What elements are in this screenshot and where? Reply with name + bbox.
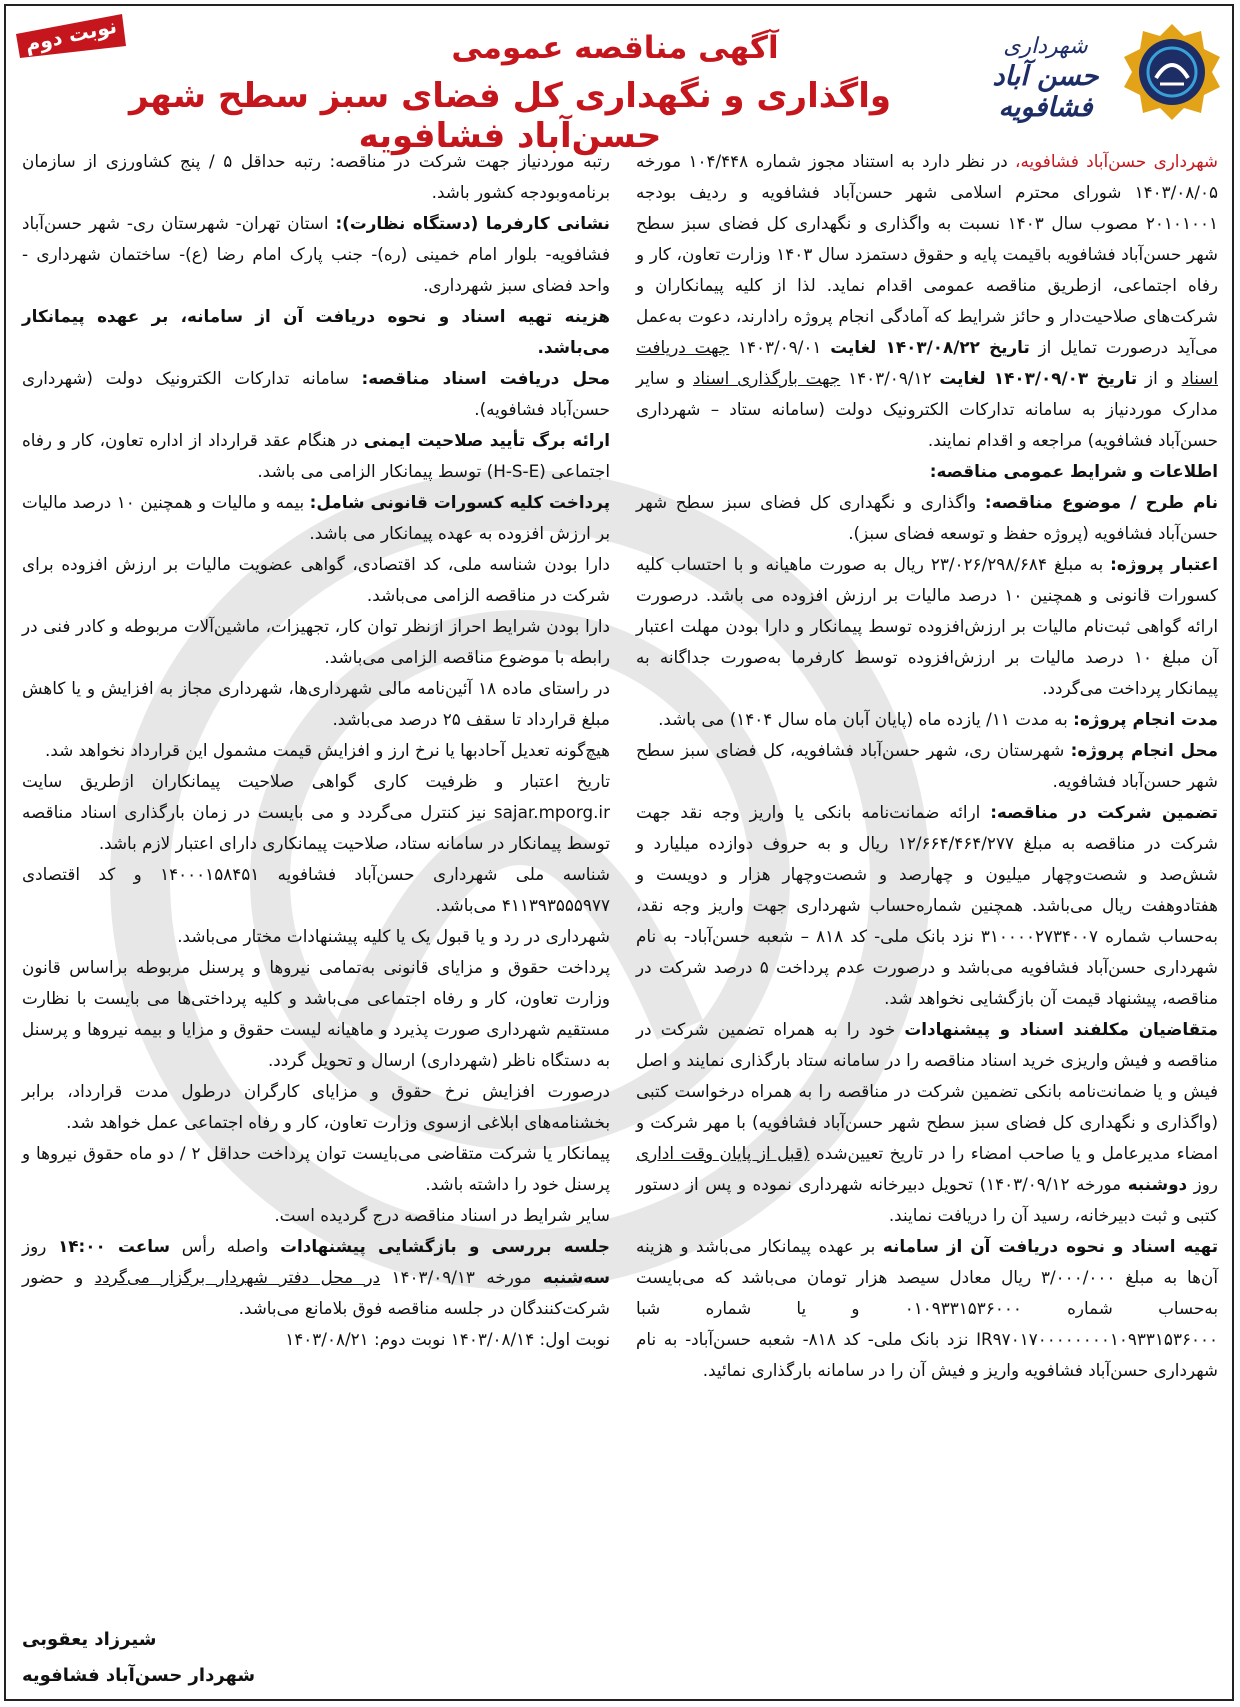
signature-block: [22, 1622, 322, 1694]
left-column: [22, 146, 610, 1355]
title-line-1: آگهی مناقصه عمومی: [451, 30, 779, 66]
org-name: شهرداری حسن‌آباد فشافویه،: [1015, 151, 1218, 171]
reject-item: شهرداری در رد و یا قبول یک یا کلیه پیشنهادات مختار می‌باشد.: [177, 926, 610, 946]
session-text-b: روز: [22, 1236, 59, 1256]
place-label: محل دریافت اسناد مناقصه:: [361, 368, 610, 388]
session-text-a: واصله رأس: [170, 1236, 281, 1256]
salary-item: پرداخت حقوق و مزایای قانونی به‌تمامی نیروها و پرسنل مربوطه براساس قانون وزارت تعاون، کار و رفاه اجتماعی می‌باشد و کلیه پرداختی‌ها می بایست با نظارت مستقیم شهرداری صورت پذیرد و ماهیانه لیست حقوق و مزایا و بیمه نیروها و پرسنل به دستگاه ناظر (شهرداری) ارسال و تحویل گردد.: [22, 957, 610, 1070]
applicants-day: دوشنبه: [1127, 1174, 1188, 1194]
hse-label: ارائه برگ تأیید صلاحیت ایمنی: [363, 430, 610, 450]
intro-text-a: در نظر دارد به استناد مجوز شماره ۱۰۴/۴۴۸ مورخه ۱۴۰۳/۰۸/۰۵ شورای محترم اسلامی شهر حسن‌آباد فشافویه و ردیف بودجه ۲۰۱۰۱۰۰۱ مصوب سال ۱۴۰۳ نسبت به واگذاری و نگهداری کل فضای سبز سطح شهر حسن‌آباد فشافویه باقیمت پایه و حقوق دستمزد سال ۱۴۰۳ وزارت تعاون، کار و رفاه اجتماعی، ازطریق مناقصه عمومی اقدام نماید. لذا از کلیه پیمانکاران و شرکت‌های صلاحیت‌دار و حائز شرایط که آمادگی انجام پروژه رادارند، دعوت به‌عمل می‌آید درصورت تمایل از: [636, 151, 1218, 357]
employer-text: استان تهران- شهرستان ری- شهر حسن‌آباد فشافویه- بلوار امام خمینی (ره)- جنب پارک امام رضا (ع)- ساختمان شهرداری - واحد فضای سبز شهرداری.: [22, 213, 610, 295]
subject-text: واگذاری و نگهداری کل فضای سبز سطح شهر حسن‌آباد فشافویه (پروژه حفظ و توسعه فضای سبز).: [636, 492, 1218, 543]
employer-item: [22, 208, 610, 301]
section-heading: اطلاعات و شرایط عمومی مناقصه:: [929, 461, 1218, 481]
guarantee-item: [636, 797, 1218, 1014]
intro-text-d: ۱۴۰۳/۰۹/۱۲: [840, 368, 940, 388]
right-column: [636, 146, 1218, 1386]
date-range-2: تاریخ ۱۴۰۳/۰۹/۰۳ لغایت: [939, 368, 1138, 388]
emblem-icon: [1122, 22, 1222, 122]
budget-label: اعتبار پروژه:: [1110, 554, 1219, 574]
applicants-item: [636, 1014, 1218, 1231]
sajar-text-a: تاریخ اعتبار و ظرفیت کاری گواهی صلاحیت پیمانکاران ازطریق سایت: [22, 771, 610, 791]
signatory-title: شهردار حسن‌آباد فشافویه: [22, 1665, 256, 1686]
docs-item: [636, 1231, 1218, 1386]
applicants-text-c: مورخه ۱۴۰۳/۰۹/۱۲) تحویل دبیرخانه شهرداری نموده و پس از دستور کتبی و ثبت دبیرخانه، رسید آن را دریافت نمایند.: [636, 1174, 1218, 1225]
signatory-name: شیرزاد یعقوبی: [22, 1629, 157, 1650]
employer-label: نشانی کارفرما (دستگاه نظارت):: [335, 213, 610, 233]
deduct-label: پرداخت کلیه کسورات قانونی شامل:: [309, 492, 611, 512]
hse-item: [22, 425, 610, 487]
duration-label: مدت انجام پروژه:: [1073, 709, 1218, 729]
currency-item: هیچ‌گونه تعدیل آحادبها یا نرخ ارز و افزایش قیمت مشمول این قرارداد نخواهد شد.: [45, 740, 610, 760]
intro-paragraph: [636, 146, 1218, 456]
applicants-text-b: روز: [1187, 1174, 1218, 1194]
docs-label: تهیه اسناد و نحوه دریافت آن از سامانه: [882, 1236, 1218, 1256]
location-item: [636, 735, 1218, 797]
applicants-label: متقاضیان مکلفند اسناد و پیشنهادات: [904, 1019, 1219, 1039]
intro-text-e: و سایر مدارک موردنیاز به سامانه تدارکات الکترونیک دولت (سامانه ستاد – شهرداری حسن‌آباد فشافویه) مراجعه و اقدام نمایند.: [636, 368, 1218, 450]
guarantee-label: تضمین شرکت در مناقصه:: [990, 802, 1218, 822]
location-label: محل انجام پروژه:: [1070, 740, 1218, 760]
second-publication-badge: [12, 12, 130, 60]
badge-label: نوبت دوم: [22, 13, 119, 57]
hse-text: در هنگام عقد قرارداد از اداره تعاون، کار و رفاه اجتماعی (H-S-E) توسط پیمانکار الزامی می باشد.: [22, 430, 610, 481]
intro-text-b: ۱۴۰۳/۰۹/۰۱: [729, 337, 831, 357]
place-text: سامانه تدارکات الکترونیک دولت (شهرداری حسن‌آباد فشافویه).: [22, 368, 610, 419]
session-item: [22, 1231, 610, 1324]
session-time: ساعت ۱۴:۰۰: [58, 1236, 171, 1256]
session-place: در محل دفتر شهردار برگزار می‌گردد: [94, 1267, 381, 1287]
rank-item: رتبه موردنیاز جهت شرکت در مناقصه: رتبه حداقل ۵ / پنج کشاورزی از سازمان برنامه‌وبودجه کشور باشد.: [22, 151, 610, 202]
duration-text: به مدت ۱۱/ یازده ماه (پایان آبان ماه سال ۱۴۰۴) می باشد.: [658, 709, 1074, 729]
session-day: سه‌شنبه: [542, 1267, 610, 1287]
session-text-d: و حضور شرکت‌کنندگان در جلسه مناقصه فوق بلامانع می‌باشد.: [22, 1267, 610, 1318]
subject-item: [636, 487, 1218, 549]
applicants-text-a: خود را به همراه تضمین شرکت در مناقصه و فیش واریزی خرید اسناد مناقصه را در سامانه ستاد بارگذاری نمایند و اصل فیش و یا ضمانت‌نامه بانکی تضمین شرکت در مناقصه را به همراه درخواست کتبی (واگذاری و نگهداری کل فضای سبز سطح شهر حسن‌آباد فشافویه) با مهر شرکت و امضاء مدیرعامل و یا صاحب امضاء را در تاریخ تعیین‌شده: [636, 1019, 1218, 1163]
ids-item: شناسه ملی شهرداری حسن‌آباد فشافویه ۱۴۰۰۰۱۵۸۴۵۱ و کد اقتصادی ۴۱۱۳۹۳۵۵۵۹۷۷ می‌باشد.: [22, 864, 610, 915]
receive-docs-note: جهت دریافت اسناد: [636, 337, 1218, 388]
logo-line-1: شهرداری: [1003, 34, 1088, 59]
duration-item: [636, 704, 1218, 735]
municipality-logo: [972, 18, 1222, 128]
session-label: جلسه بررسی و بازگشایی پیشنهادات: [280, 1236, 610, 1256]
place-item: [22, 363, 610, 425]
sajar-item: [22, 766, 610, 859]
applicants-deadline-note: (قبل از پایان وقت اداری: [636, 1143, 810, 1163]
budget-text: به مبلغ ۲۳/۰۲۶/۲۹۸/۶۸۴ ریال به صورت ماهیانه و با احتساب کلیه کسورات قانونی و همچنین ۱۰ درصد مالیات بر ارزش افزوده می باشد. درصورت ارائه گواهی ثبت‌نام مالیات بر ارزش‌افزوده توسط پیمانکار و دارا بودن مهلت اعتبار آن مبلغ ۱۰ درصد مالیات بر ارزش‌افزوده توسط کارفرما به‌صورت جداگانه به پیمانکار پرداخت می‌گردد.: [636, 554, 1218, 698]
logo-text: [973, 24, 1118, 124]
location-text: شهرستان ری، شهر حسن‌آباد فشافویه، کل فضای سبز سطح شهر حسن‌آباد فشافویه.: [636, 740, 1218, 791]
budget-item: [636, 549, 1218, 704]
date-range-1: تاریخ ۱۴۰۳/۰۸/۲۲ لغایت: [830, 337, 1030, 357]
other-item: سایر شرایط در اسناد مناقصه درج گردیده است.: [274, 1205, 610, 1225]
publish-dates: نوبت اول: ۱۴۰۳/۰۸/۱۴ نوبت دوم: ۱۴۰۳/۰۸/۲۱: [285, 1329, 610, 1349]
guarantee-text: ارائه ضمانت‌نامه بانکی یا واریز وجه نقد جهت شرکت در مناقصه به مبلغ ۱۲/۶۶۴/۴۶۴/۲۷۷ ریال و به حروف دوازده میلیارد و شش‌صد و شصت‌وچهار میلیون و چهارصد و شصت‌وچهار هزار و دویست و هفتادوهفت ریال می‌باشد. همچنین شماره‌حساب شهرداری جهت واریز وجه نقد، به‌حساب شماره ۳۱۰۰۰۰۲۷۳۴۰۰۷ نزد بانک ملی- کد ۸۱۸ – شعبه حسن‌آباد- به نام شهرداری حسن‌آباد فشافویه می‌باشد و درصورت عدم پرداخت ۵ درصد شرکت در مناقصه، پیشنهاد قیمت آن بازگشایی نخواهد شد.: [636, 802, 1218, 1008]
article18-item: در راستای ماده ۱۸ آئین‌نامه مالی شهرداری‌ها، شهرداری مجاز به افزایش و یا کاهش مبلغ قرارداد تا سقف ۲۵ درصد می‌باشد.: [22, 678, 610, 729]
increase-item: درصورت افزایش نرخ حقوق و مزایای کارگران درطول مدت قرارداد، برابر بخشنامه‌های ابلاغی ازسوی وزارت تعاون، کار و رفاه اجتماعی عمل خواهد شد.: [22, 1081, 610, 1132]
sajar-text-b: نیز کنترل می‌گردد و می بایست در زمان بارگذاری اسناد مناقصه توسط پیمانکار در سامانه ستاد، صلاحیت پیمانکاری دارای اعتبار لازم باشد.: [22, 802, 610, 853]
cost-item: هزینه تهیه اسناد و نحوه دریافت آن از سامانه، بر عهده پیمانکار می‌باشد.: [22, 306, 610, 357]
docs-text: بر عهده پیمانکار می‌باشد و هزینه آن‌ها به مبلغ ۳/۰۰۰/۰۰۰ ریال معادل سیصد هزار تومان می‌باشد که می‌بایست به‌حساب شماره ۰۱۰۹۳۳۱۵۳۶۰۰۰ و یا شماره شبا IR۹۷۰۱۷۰۰۰۰۰۰۰۰۱۰۹۳۳۱۵۳۶۰۰۰ نزد بانک ملی- کد ۸۱۸- شعبه حسن‌آباد- به نام شهرداری حسن‌آباد فشافویه واریز و فیش آن را در سامانه بارگذاری نمائید.: [636, 1236, 1219, 1380]
ability-item: پیمانکار یا شرکت متقاضی می‌بایست توان پرداخت حداقل ۲ / دو ماه حقوق نیروها و پرسنل خود را داشته باشد.: [22, 1143, 610, 1194]
national-id-item: دارا بودن شناسه ملی، کد اقتصادی، گواهی عضویت مالیات بر ارزش افزوده برای شرکت در مناقصه الزامی می‌باشد.: [22, 554, 610, 605]
intro-text-c: و از: [1137, 368, 1182, 388]
logo-line-2: حسن آباد فشافویه: [992, 61, 1099, 123]
deduct-text: بیمه و مالیات و همچنین ۱۰ درصد مالیات بر ارزش افزوده به عهده پیمانکار می باشد.: [22, 492, 610, 543]
title-line-2: واگذاری و نگهداری کل فضای سبز سطح شهر حسن‌آباد فشافویه: [129, 76, 891, 156]
deduct-item: [22, 487, 610, 549]
upload-docs-note: جهت بارگذاری اسناد: [692, 368, 841, 388]
session-text-c: مورخه ۱۴۰۳/۰۹/۱۳: [380, 1267, 543, 1287]
equipment-item: دارا بودن شرایط احراز ازنظر توان کار، تجهیزات، ماشین‌آلات مربوطه و کادر فنی در رابطه با موضوع مناقصه الزامی می‌باشد.: [22, 616, 610, 667]
sajar-site: sajar.mporg.ir: [493, 802, 610, 822]
subject-label: نام طرح / موضوع مناقصه:: [984, 492, 1218, 512]
